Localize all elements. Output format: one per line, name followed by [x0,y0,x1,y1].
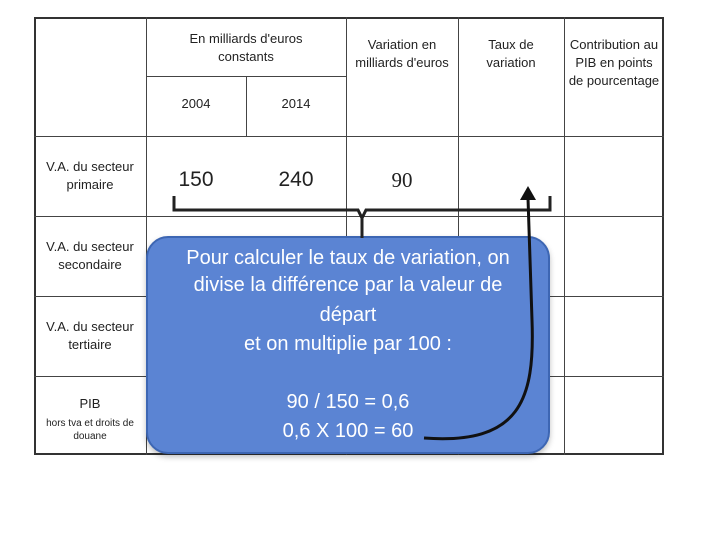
header-year-2004: 2004 [181,96,211,111]
header-year-2014: 2014 [281,96,311,111]
row-label-primaire: V.A. du secteur primaire [46,159,134,192]
callout-line-1: Pour calculer le taux de variation, on [186,247,510,269]
callout-line-2: divise la différence par la valeur de [193,274,503,296]
arrow-curve-icon [424,198,532,439]
row-label-tertiaire: V.A. du secteur tertiaire [46,319,134,352]
header-rate: Taux de variation [486,37,536,70]
value-variation-primaire: 90 [391,168,413,192]
value-2004-primaire: 150 [178,168,214,191]
callout-line-4: et on multiplie par 100 : [244,333,452,355]
header-constant-euros: En milliards d'euros constants [189,31,303,64]
pib-label: PIB [79,396,101,411]
callout-calc-2: 0,6 X 100 = 60 [282,420,414,442]
header-variation: Variation en milliards d'euros [355,37,449,70]
arrow-head-icon [520,186,536,200]
value-2014-primaire: 240 [278,168,314,191]
callout-line-3: départ [319,304,377,326]
callout-calc-1: 90 / 150 = 0,6 [286,391,410,413]
pib-note: hors tva et droits de douane [46,418,134,442]
brace-left-icon [174,196,550,218]
row-label-secondaire: V.A. du secteur secondaire [46,239,134,272]
header-contribution: Contribution au PIB en points de pourcentage [568,37,660,88]
